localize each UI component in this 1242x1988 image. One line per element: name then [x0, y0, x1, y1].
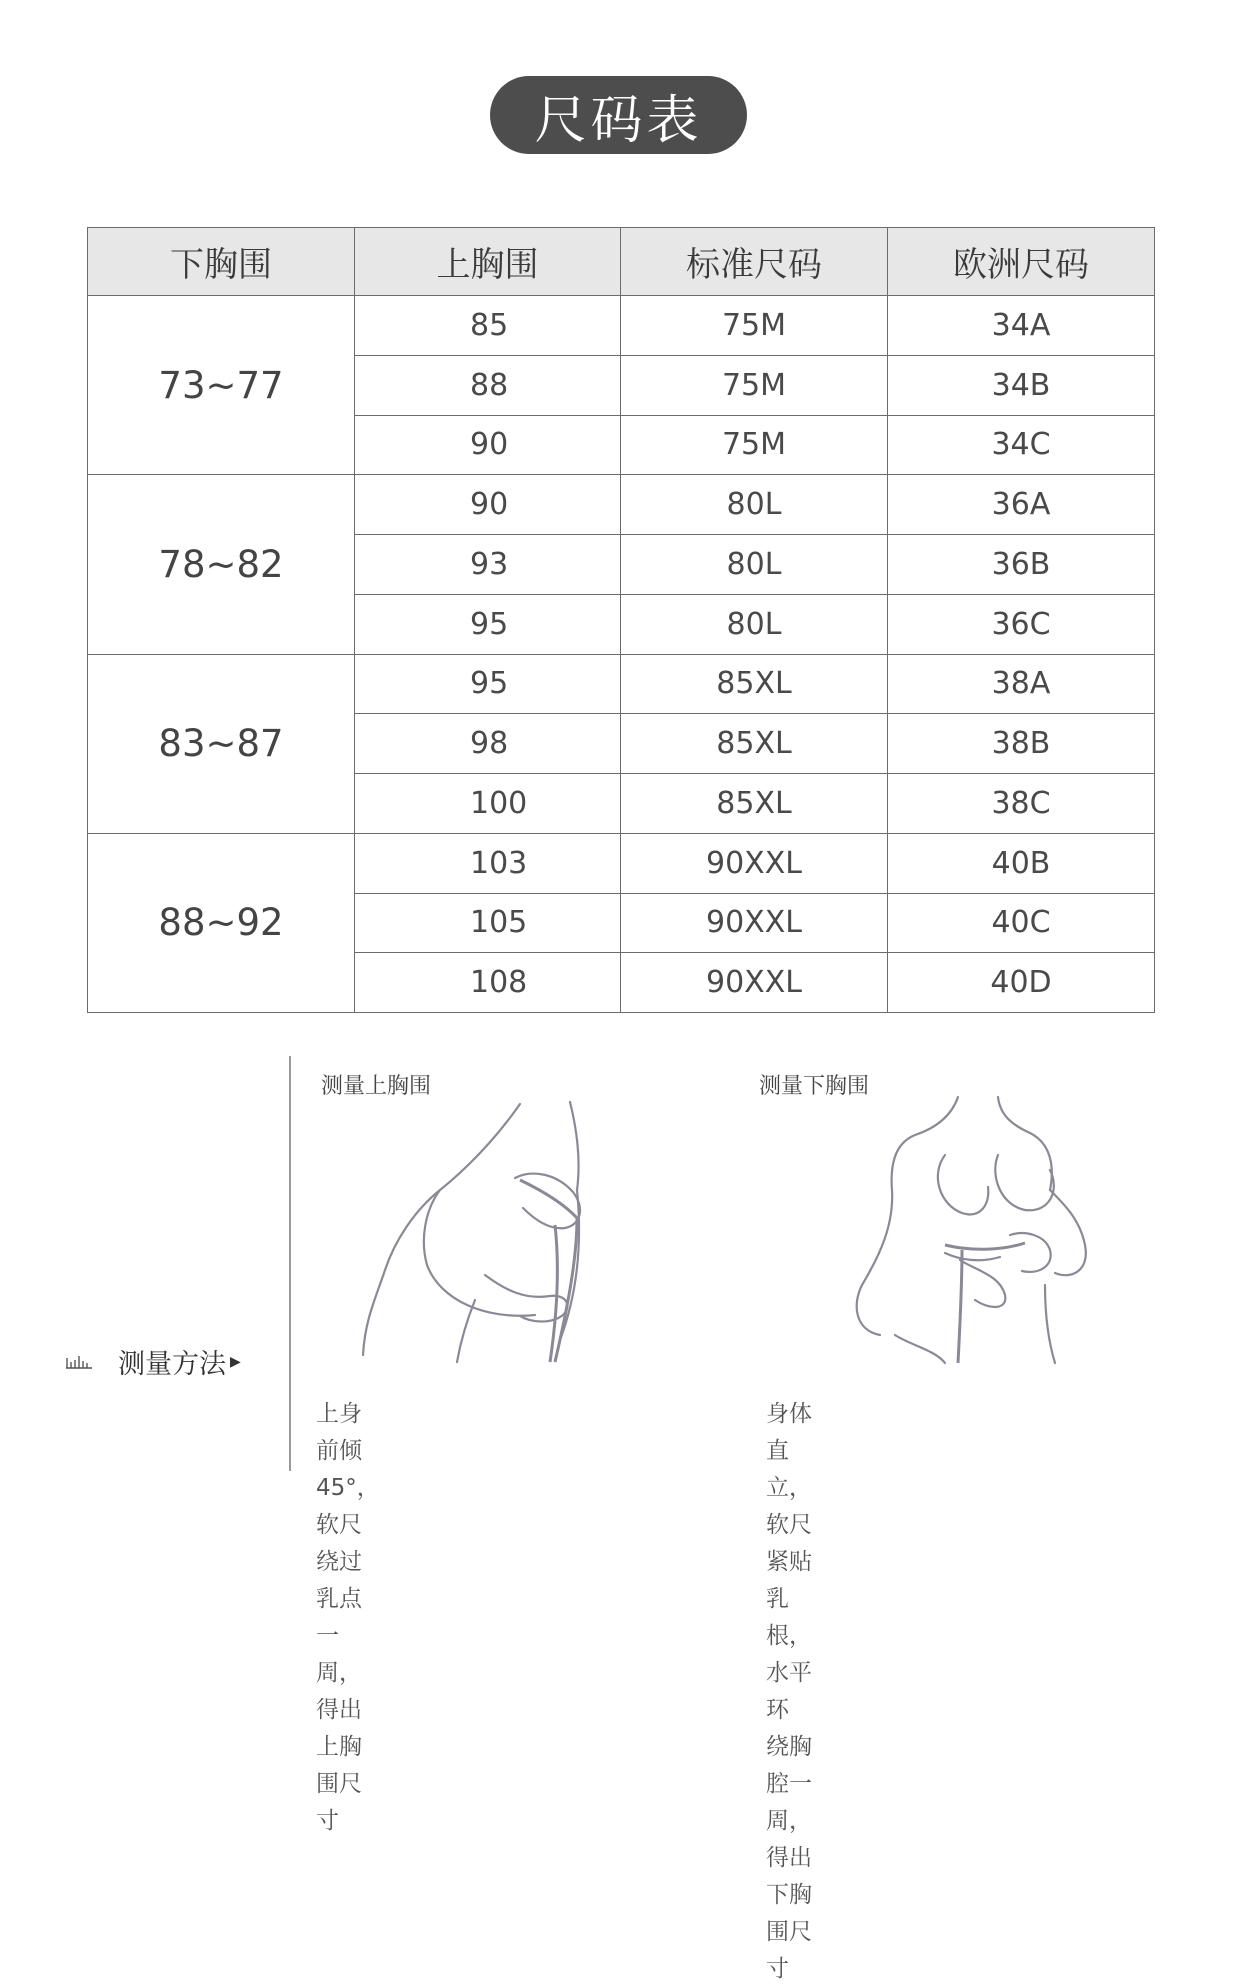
standard-size: 75M — [621, 415, 888, 475]
upper-bust-desc — [316, 1396, 380, 1840]
under-bust-figure-icon — [850, 1095, 1095, 1365]
bust-value: 88 — [355, 355, 621, 415]
bars-icon — [66, 1355, 92, 1369]
method-label-text: 测量方法 — [118, 1349, 226, 1380]
table-row — [88, 475, 1155, 535]
table-row — [88, 833, 1155, 893]
under-bust-title: 测量下胸围 — [759, 1074, 870, 1099]
page-title: 尺码表 — [490, 76, 747, 154]
upper-bust-desc-line1: 上身前倾45°，软尺绕过乳点一 — [316, 1401, 380, 1649]
eu-size: 38C — [888, 774, 1155, 834]
eu-size: 34B — [888, 355, 1155, 415]
bust-value: 108 — [355, 953, 621, 1013]
standard-size: 75M — [621, 355, 888, 415]
standard-size: 80L — [621, 535, 888, 595]
bust-value: 98 — [355, 714, 621, 774]
upper-bust-figure-icon — [345, 1100, 625, 1365]
upper-bust-title: 测量上胸围 — [321, 1074, 432, 1099]
standard-size: 90XXL — [621, 833, 888, 893]
section-divider — [289, 1056, 291, 1471]
under-bust-desc — [766, 1396, 812, 1988]
standard-size: 85XL — [621, 654, 888, 714]
eu-size: 36B — [888, 535, 1155, 595]
eu-size: 40C — [888, 893, 1155, 953]
bust-value: 90 — [355, 475, 621, 535]
upper-bust-desc-line2: 周，得出上胸围尺寸 — [316, 1660, 362, 1834]
bust-value: 100 — [355, 774, 621, 834]
eu-size: 40B — [888, 833, 1155, 893]
bust-value: 85 — [355, 296, 621, 356]
underbust-range: 73~77 — [88, 296, 355, 475]
eu-size: 38A — [888, 654, 1155, 714]
header-standard-size: 标准尺码 — [621, 228, 888, 296]
standard-size: 90XXL — [621, 893, 888, 953]
table-row — [88, 654, 1155, 714]
underbust-range: 88~92 — [88, 833, 355, 1012]
underbust-range: 78~82 — [88, 475, 355, 654]
standard-size: 80L — [621, 475, 888, 535]
under-bust-desc-line1: 身体直立，软尺紧贴乳根，水平环 — [766, 1401, 812, 1723]
header-bust: 上胸围 — [355, 228, 621, 296]
size-chart-table — [87, 227, 1155, 1013]
standard-size: 85XL — [621, 774, 888, 834]
table-header-row — [88, 228, 1155, 296]
bust-value: 93 — [355, 535, 621, 595]
standard-size: 80L — [621, 594, 888, 654]
eu-size: 34C — [888, 415, 1155, 475]
triangle-right-icon: ▶ — [230, 1353, 241, 1370]
standard-size: 90XXL — [621, 953, 888, 1013]
bust-value: 95 — [355, 654, 621, 714]
standard-size: 85XL — [621, 714, 888, 774]
under-bust-desc-line2: 绕胸腔一周，得出下胸围尺寸 — [766, 1734, 812, 1982]
bust-value: 105 — [355, 893, 621, 953]
header-eu-size: 欧洲尺码 — [888, 228, 1155, 296]
bust-value: 103 — [355, 833, 621, 893]
eu-size: 34A — [888, 296, 1155, 356]
measurement-method-label — [66, 1342, 241, 1381]
eu-size: 36A — [888, 475, 1155, 535]
header-underbust: 下胸围 — [88, 228, 355, 296]
table-row — [88, 296, 1155, 356]
bust-value: 95 — [355, 594, 621, 654]
bust-value: 90 — [355, 415, 621, 475]
eu-size: 36C — [888, 594, 1155, 654]
underbust-range: 83~87 — [88, 654, 355, 833]
eu-size: 38B — [888, 714, 1155, 774]
eu-size: 40D — [888, 953, 1155, 1013]
standard-size: 75M — [621, 296, 888, 356]
